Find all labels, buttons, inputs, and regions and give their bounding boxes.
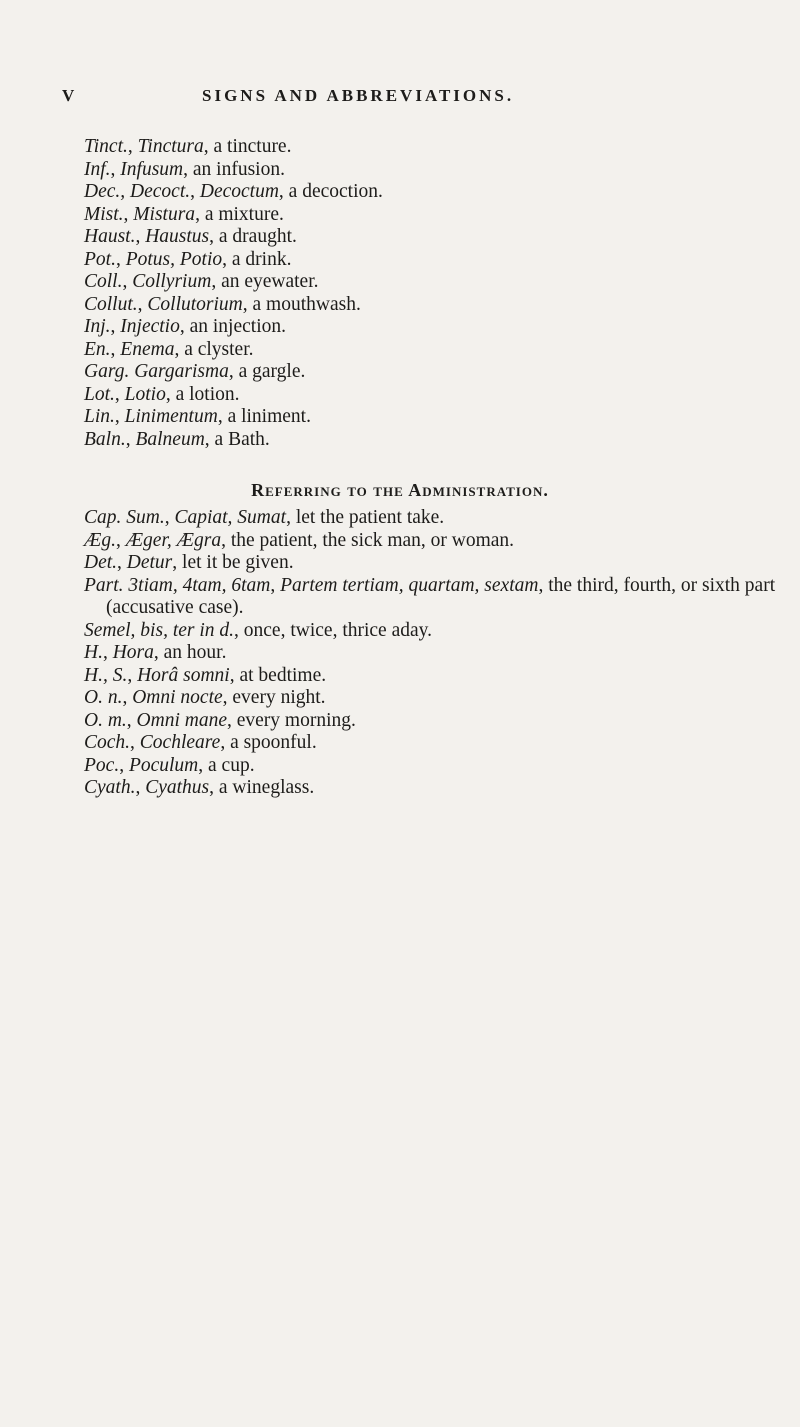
abbreviation-entry: Det., Detur, let it be given.: [84, 552, 294, 573]
page-header: [62, 86, 762, 112]
entry-latin-term: Æger, Ægra: [125, 529, 222, 551]
entry-latin-term: Enema: [120, 338, 175, 360]
entry-abbreviation: Det.: [84, 552, 118, 573]
abbreviation-entry: Mist., Mistura, a mixture.: [84, 203, 284, 225]
entry-abbreviation: Mist.: [84, 203, 124, 225]
entry-abbreviation: Poc.: [84, 754, 120, 776]
abbreviation-entry: Poc., Poculum, a cup.: [84, 754, 255, 776]
entry-meaning: a gargle.: [238, 361, 306, 382]
entry-latin-term: Partem tertiam, quartam, sextam: [280, 574, 539, 596]
entry-latin-term: Horâ somni: [137, 664, 230, 686]
entry-meaning: a decoction.: [288, 181, 383, 202]
entry-latin-term: Linimentum: [124, 406, 218, 427]
entry-abbreviation: Baln.: [84, 428, 126, 450]
entry-abbreviation: En.: [84, 338, 111, 360]
entry-meaning: every morning.: [236, 709, 356, 731]
abbreviation-entry: Cap. Sum., Capiat, Sumat, let the patient take.: [84, 507, 445, 528]
abbreviation-entry: Lin., Linimentum, a liniment.: [84, 406, 311, 427]
entry-latin-term: Potus, Potio: [125, 248, 223, 270]
entry-abbreviation: Coch.: [84, 732, 131, 753]
abbreviation-entry: Part. 3tiam, 4tam, 6tam, Partem tertiam, quartam, sextam, the third, fourth, or sixth part (accusative case).: [84, 574, 776, 618]
entry-meaning: a tincture.: [213, 136, 292, 157]
entry-abbreviation: Dec., Decoct.: [84, 181, 191, 202]
entry-latin-term: Injectio: [120, 316, 180, 337]
entry-abbreviation: Pot.: [84, 248, 116, 270]
entry-abbreviation: Semel, bis, ter in d.: [84, 619, 235, 641]
entry-abbreviation: O. n.: [84, 687, 123, 708]
abbreviation-entry: Coll., Collyrium, an eyewater.: [84, 271, 319, 292]
entry-meaning: a clyster.: [184, 338, 254, 360]
entry-latin-term: Haustus: [145, 226, 210, 247]
entry-abbreviation: Cap. Sum.: [84, 507, 165, 528]
entry-latin-term: Collyrium: [132, 271, 212, 292]
entry-abbreviation: O. m.: [84, 709, 127, 731]
entry-latin-term: Decoctum: [199, 181, 279, 202]
running-title: SIGNS AND ABBREVIATIONS.: [202, 86, 515, 105]
entry-latin-term: Omni mane: [136, 709, 227, 731]
page-number: V: [62, 86, 78, 105]
entry-meaning: let the patient take.: [295, 507, 445, 528]
entry-abbreviation: H., S.: [84, 664, 128, 686]
abbreviation-entry: Haust., Haustus, a draught.: [84, 226, 297, 247]
abbreviation-entry: Inf., Infusum, an infusion.: [84, 158, 285, 180]
section-heading: Referring to the Administration.: [251, 480, 549, 500]
abbreviation-entry: O. m., Omni mane, every morning.: [84, 709, 356, 731]
entry-meaning: a spoonful.: [230, 732, 317, 753]
entry-latin-term: Lotio: [124, 383, 166, 405]
entry-meaning: every night.: [232, 687, 326, 708]
entry-meaning: let it be given.: [182, 552, 294, 573]
entry-meaning: a draught.: [218, 226, 297, 247]
entry-abbreviation: Cyath.: [84, 777, 136, 798]
entry-meaning: the third, fourth, or sixth part (accusative case).: [106, 574, 776, 618]
entry-meaning: a lotion.: [175, 383, 240, 405]
abbreviation-entry: Inj., Injectio, an injection.: [84, 316, 286, 337]
entry-abbreviation: Haust.: [84, 226, 136, 247]
abbreviation-entry: Baln., Balneum, a Bath.: [84, 428, 270, 450]
entry-meaning: a drink.: [231, 248, 292, 270]
entry-latin-term: Mistura: [133, 203, 196, 225]
entry-abbreviation: Inf.: [84, 158, 111, 180]
entry-latin-term: Gargarisma: [134, 361, 229, 382]
entry-latin-term: Cyathus: [145, 777, 210, 798]
entry-latin-term: Tinctura: [137, 136, 204, 157]
entry-abbreviation: H.: [84, 642, 103, 663]
entry-meaning: an hour.: [163, 642, 227, 663]
entry-meaning: once, twice, thrice aday.: [243, 619, 433, 641]
entry-meaning: an eyewater.: [221, 271, 319, 292]
abbreviation-entry: H., S., Horâ somni, at bedtime.: [84, 664, 327, 686]
abbreviation-entry: Dec., Decoct., Decoctum, a decoction.: [84, 181, 383, 202]
entry-meaning: a Bath.: [214, 428, 270, 450]
abbreviation-entry: Pot., Potus, Potio, a drink.: [84, 248, 292, 270]
entry-meaning: a mouthwash.: [252, 293, 361, 315]
entry-meaning: a liniment.: [227, 406, 311, 427]
abbreviation-entry: Semel, bis, ter in d., once, twice, thrice aday.: [84, 619, 433, 641]
entry-abbreviation: Coll.: [84, 271, 123, 292]
entry-meaning: a wineglass.: [218, 777, 315, 798]
entry-latin-term: Collutorium: [147, 293, 243, 315]
entry-abbreviation: Inj.: [84, 316, 111, 337]
entry-abbreviation: Garg.: [84, 361, 130, 382]
entry-abbreviation: Tinct.: [84, 136, 128, 157]
abbreviation-entry: Lot., Lotio, a lotion.: [84, 383, 240, 405]
entry-meaning: a mixture.: [204, 203, 284, 225]
entry-latin-term: Balneum: [135, 428, 205, 450]
forms-list: [84, 136, 784, 451]
entry-abbreviation: Lin.: [84, 406, 115, 427]
entry-latin-term: Hora: [112, 642, 154, 663]
entry-meaning: a cup.: [208, 754, 255, 776]
abbreviation-entry: H., Hora, an hour.: [84, 642, 227, 663]
entry-latin-term: Detur: [126, 552, 173, 573]
abbreviation-entry: Collut., Collutorium, a mouthwash.: [84, 293, 361, 315]
administration-list: [84, 507, 784, 800]
abbreviation-entry: O. n., Omni nocte, every night.: [84, 687, 326, 708]
entry-latin-term: Infusum: [120, 158, 184, 180]
entry-abbreviation: Collut.: [84, 293, 138, 315]
entry-latin-term: Poculum: [128, 754, 199, 776]
entry-meaning: at bedtime.: [239, 664, 327, 686]
entry-meaning: the patient, the sick man, or woman.: [230, 529, 515, 551]
entry-meaning: an infusion.: [192, 158, 285, 180]
abbreviation-entry: En., Enema, a clyster.: [84, 338, 254, 360]
abbreviation-entry: Garg. Gargarisma, a gargle.: [84, 361, 306, 382]
entry-abbreviation: Lot.: [84, 383, 115, 405]
entry-latin-term: Cochleare: [139, 732, 221, 753]
abbreviation-entry: Tinct., Tinctura, a tincture.: [84, 136, 292, 157]
entry-latin-term: Capiat, Sumat: [174, 507, 287, 528]
entry-latin-term: Omni nocte: [132, 687, 223, 708]
abbreviation-entry: Æg., Æger, Ægra, the patient, the sick man, or woman.: [84, 529, 515, 551]
abbreviation-entry: Cyath., Cyathus, a wineglass.: [84, 777, 315, 798]
abbreviation-entry: Coch., Cochleare, a spoonful.: [84, 732, 317, 753]
entry-abbreviation: Part. 3tiam, 4tam, 6tam: [84, 574, 271, 596]
entry-meaning: an injection.: [189, 316, 286, 337]
entry-abbreviation: Æg.: [84, 529, 116, 551]
